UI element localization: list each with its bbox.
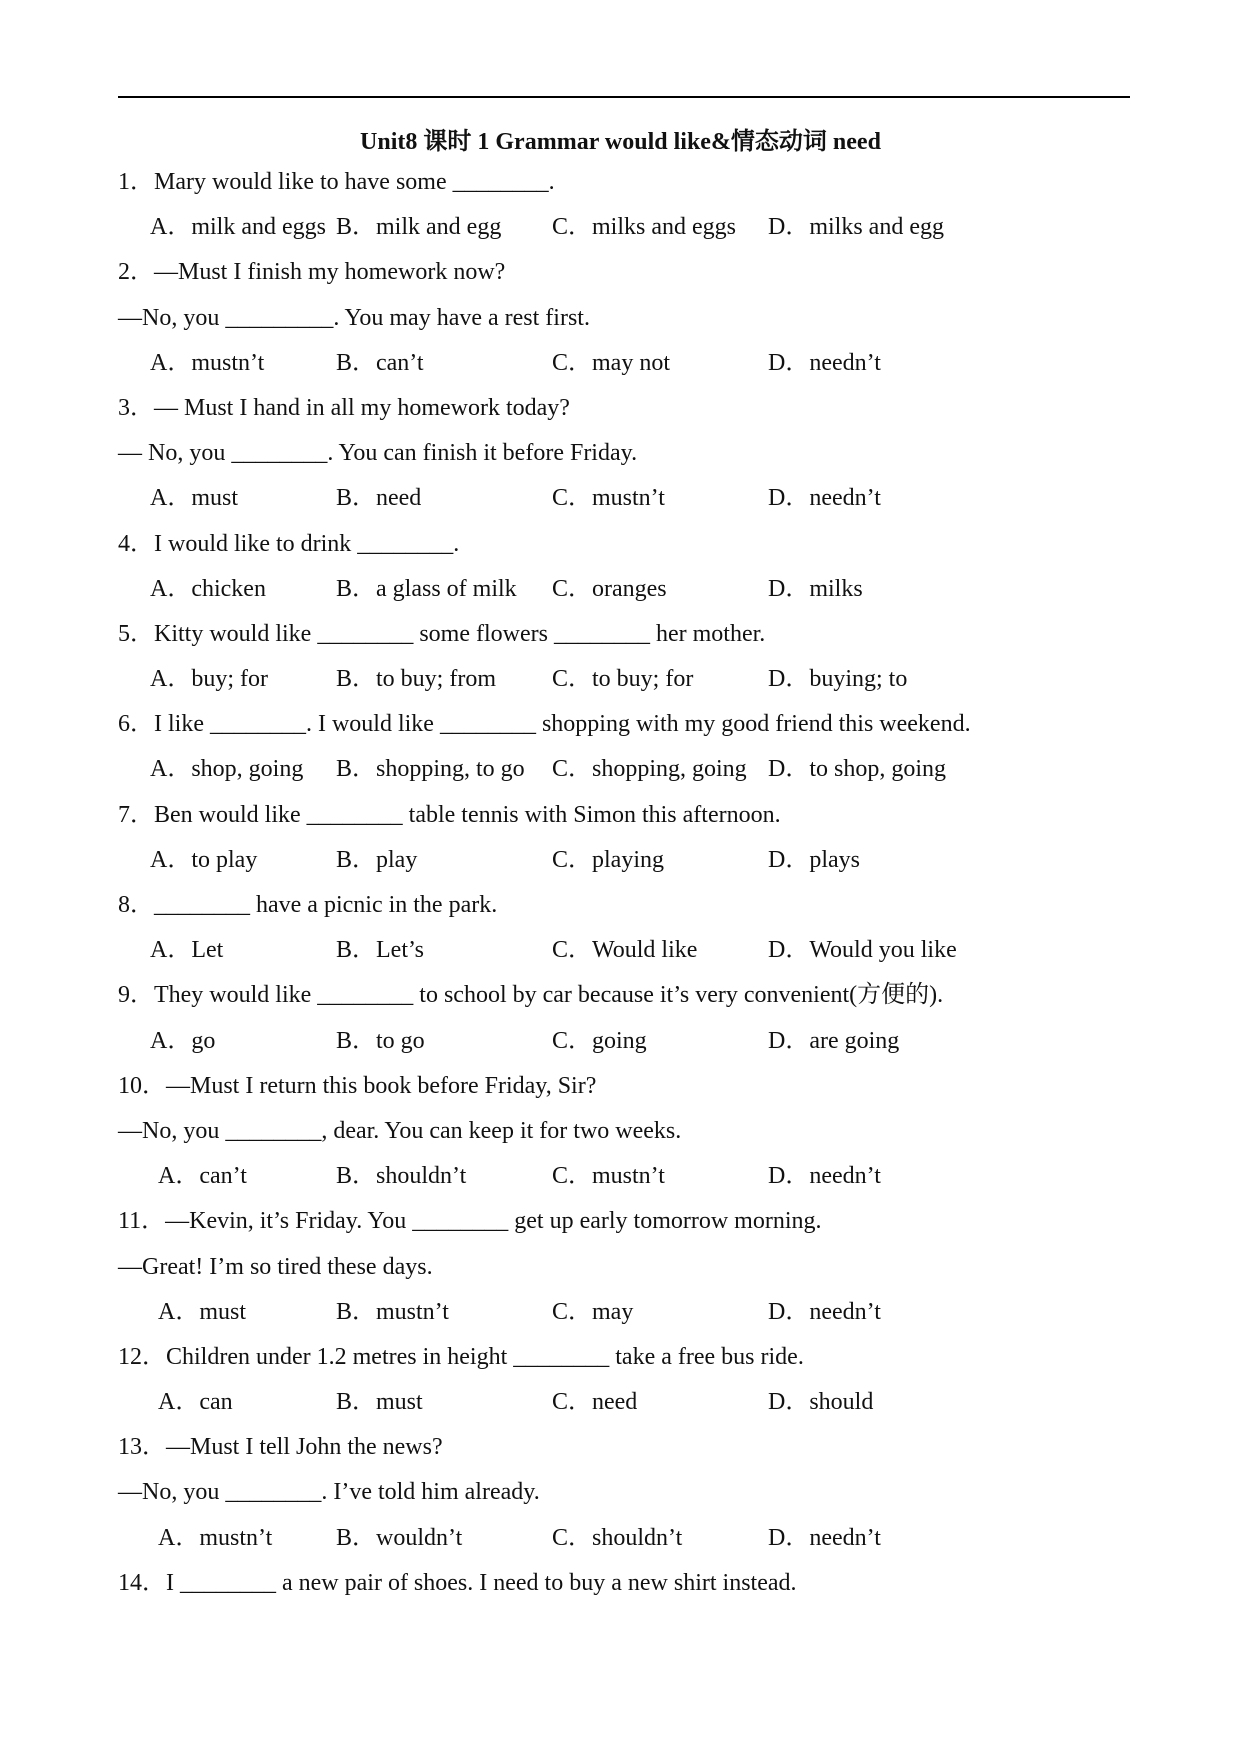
question-12	[0, 1335, 1241, 1425]
header-rule	[118, 96, 1130, 98]
option-a[interactable]: A．buy; for	[150, 666, 268, 693]
question-13	[0, 1425, 1241, 1561]
question-stem: 5．Kitty would like ________ some flowers ________ her mother.	[118, 620, 766, 647]
question-6	[0, 702, 1241, 792]
option-c[interactable]: C．to buy; for	[552, 666, 694, 693]
option-c[interactable]: C．may not	[552, 349, 670, 376]
question-stem: 10．—Must I return this book before Friday, Sir?	[118, 1072, 597, 1099]
option-c[interactable]: C．shouldn’t	[552, 1524, 683, 1551]
question-11	[0, 1199, 1241, 1335]
question-stem: 9．They would like ________ to school by car because it’s very convenient(方便的).	[118, 982, 944, 1009]
option-d[interactable]: D．needn’t	[768, 485, 881, 512]
option-c[interactable]: C．going	[552, 1027, 647, 1054]
page-title: Unit8 课时 1 Grammar would like&情态动词 need	[360, 129, 881, 155]
option-c[interactable]: C．Would like	[552, 937, 698, 964]
option-b[interactable]: B．Let’s	[336, 937, 424, 964]
option-b[interactable]: B．to buy; from	[336, 666, 496, 693]
option-d[interactable]: D．Would you like	[768, 937, 957, 964]
option-c[interactable]: C．shopping, going	[552, 756, 747, 783]
options-row	[0, 341, 1241, 386]
dialogue-line: —No, you ________, dear. You can keep it for two weeks.	[118, 1117, 682, 1144]
option-b[interactable]: B．milk and egg	[336, 214, 502, 241]
option-d[interactable]: D．needn’t	[768, 1163, 881, 1190]
option-d[interactable]: D．needn’t	[768, 1298, 881, 1325]
question-stem: 14．I ________ a new pair of shoes. I need to buy a new shirt instead.	[118, 1569, 797, 1596]
options-row	[0, 567, 1241, 612]
dialogue-line: —No, you _________. You may have a rest first.	[118, 304, 590, 331]
option-d[interactable]: D．needn’t	[768, 1524, 881, 1551]
option-a[interactable]: A．shop, going	[150, 756, 304, 783]
dialogue-line: — No, you ________. You can finish it before Friday.	[118, 440, 638, 467]
options-row	[0, 476, 1241, 521]
options-row	[0, 1290, 1241, 1335]
question-4	[0, 522, 1241, 612]
question-10	[0, 1064, 1241, 1200]
question-9	[0, 973, 1241, 1063]
option-c[interactable]: C．playing	[552, 846, 664, 873]
option-b[interactable]: B．shopping, to go	[336, 756, 525, 783]
option-a[interactable]: A．must	[158, 1298, 247, 1325]
option-b[interactable]: B．need	[336, 485, 422, 512]
option-a[interactable]: A．chicken	[150, 575, 266, 602]
option-b[interactable]: B．a glass of milk	[336, 575, 517, 602]
option-b[interactable]: B．mustn’t	[336, 1298, 449, 1325]
options-row	[0, 205, 1241, 250]
question-14	[0, 1561, 1241, 1606]
option-d[interactable]: D．should	[768, 1389, 874, 1416]
option-d[interactable]: D．needn’t	[768, 349, 881, 376]
option-d[interactable]: D．milks	[768, 575, 863, 602]
question-stem: 1．Mary would like to have some ________.	[118, 169, 555, 195]
question-stem: 6．I like ________. I would like ________ shopping with my good friend this weekend.	[118, 711, 971, 738]
option-b[interactable]: B．wouldn’t	[336, 1524, 463, 1551]
option-c[interactable]: C．need	[552, 1389, 638, 1416]
option-a[interactable]: A．go	[150, 1027, 216, 1054]
question-2	[0, 250, 1241, 386]
option-d[interactable]: D．are going	[768, 1027, 900, 1054]
question-3	[0, 386, 1241, 522]
option-a[interactable]: A．to play	[150, 846, 258, 873]
option-a[interactable]: A．can’t	[158, 1163, 247, 1190]
option-b[interactable]: B．must	[336, 1389, 423, 1416]
question-stem: 3．— Must I hand in all my homework today?	[118, 394, 570, 421]
option-b[interactable]: B．shouldn’t	[336, 1163, 467, 1190]
question-list	[0, 160, 1241, 1606]
question-5	[0, 612, 1241, 702]
question-stem: 4．I would like to drink ________.	[118, 530, 460, 557]
options-row	[0, 1380, 1241, 1425]
option-c[interactable]: C．milks and eggs	[552, 214, 736, 241]
question-stem: 7．Ben would like ________ table tennis with Simon this afternoon.	[118, 801, 781, 828]
option-d[interactable]: D．buying; to	[768, 666, 908, 693]
question-stem: 2．—Must I finish my homework now?	[118, 259, 506, 286]
option-b[interactable]: B．to go	[336, 1027, 425, 1054]
option-a[interactable]: A．Let	[150, 937, 224, 964]
options-row	[0, 1019, 1241, 1064]
option-a[interactable]: A．mustn’t	[158, 1524, 273, 1551]
question-stem: 12．Children under 1.2 metres in height ________ take a free bus ride.	[118, 1343, 804, 1370]
question-stem: 8．________ have a picnic in the park.	[118, 892, 498, 918]
question-stem: 13．—Must I tell John the news?	[118, 1434, 443, 1461]
dialogue-line: —Great! I’m so tired these days.	[118, 1253, 433, 1280]
option-d[interactable]: D．plays	[768, 846, 860, 873]
option-b[interactable]: B．can’t	[336, 349, 424, 376]
option-b[interactable]: B．play	[336, 846, 418, 873]
option-c[interactable]: C．may	[552, 1298, 634, 1325]
options-row	[0, 928, 1241, 973]
question-1	[0, 160, 1241, 250]
options-row	[0, 1154, 1241, 1199]
question-8	[0, 883, 1241, 973]
option-a[interactable]: A．milk and eggs	[150, 214, 326, 241]
question-7	[0, 793, 1241, 883]
option-c[interactable]: C．oranges	[552, 575, 667, 602]
option-c[interactable]: C．mustn’t	[552, 485, 665, 512]
option-d[interactable]: D．milks and egg	[768, 214, 944, 241]
option-a[interactable]: A．can	[158, 1389, 233, 1416]
option-c[interactable]: C．mustn’t	[552, 1163, 665, 1190]
option-a[interactable]: A．must	[150, 485, 239, 512]
options-row	[0, 747, 1241, 792]
options-row	[0, 838, 1241, 883]
option-a[interactable]: A．mustn’t	[150, 349, 265, 376]
options-row	[0, 1516, 1241, 1561]
dialogue-line: —No, you ________. I’ve told him already.	[118, 1479, 540, 1506]
option-d[interactable]: D．to shop, going	[768, 756, 947, 783]
options-row	[0, 657, 1241, 702]
question-stem: 11．—Kevin, it’s Friday. You ________ get up early tomorrow morning.	[118, 1208, 822, 1235]
